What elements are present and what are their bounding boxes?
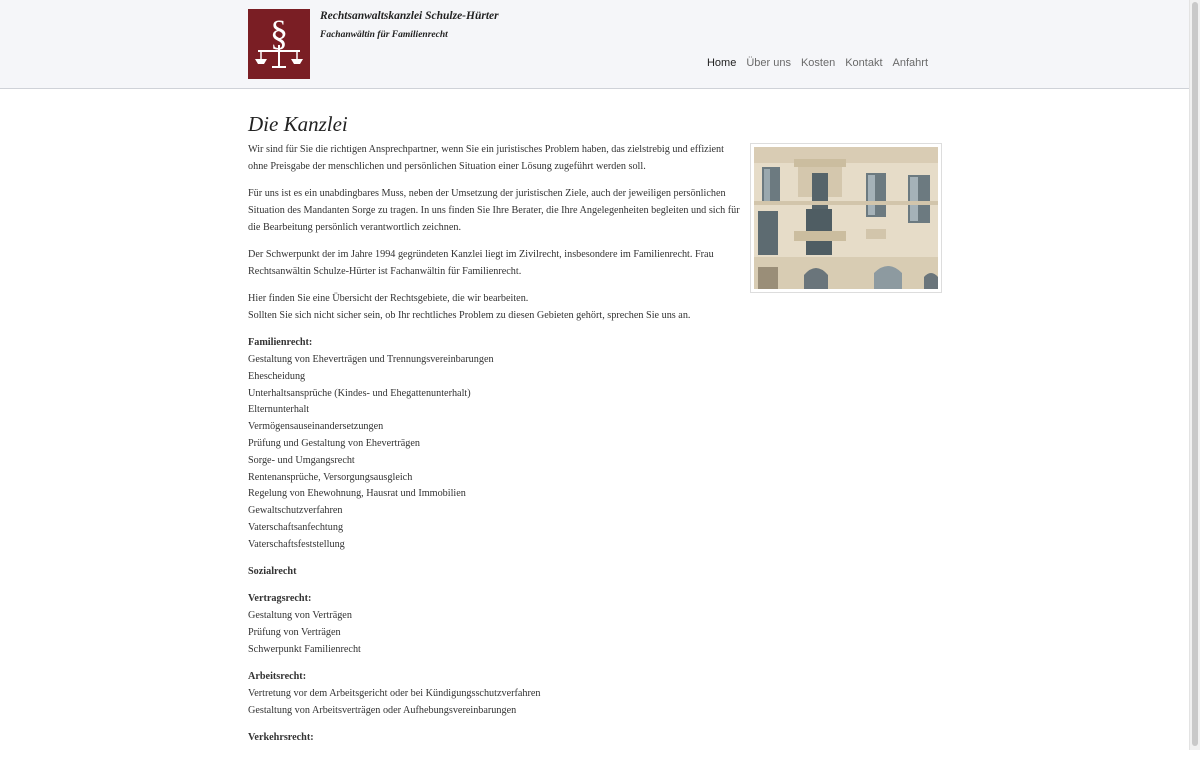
svg-text:§: § <box>270 13 288 53</box>
section-title: Verkehrsrecht: <box>248 731 314 743</box>
main-nav <box>707 57 928 73</box>
scrollbar-thumb[interactable] <box>1192 2 1198 746</box>
list-item: Vaterschaftsfeststellung <box>248 538 345 550</box>
list-item: Elternunterhalt <box>248 404 310 416</box>
overview-line: Hier finden Sie eine Übersicht der Rechtsgebiete, die wir bearbeiten. <box>248 293 529 305</box>
overview-line: Sollten Sie sich nicht sicher sein, ob Ihr rechtliches Problem zu diesen Gebieten gehört, sprechen Sie uns an. <box>248 309 691 321</box>
list-item: Gestaltung von Arbeitsverträgen oder Aufhebungsvereinbarungen <box>248 704 517 716</box>
list-item: Prüfung und Gestaltung von Eheverträgen <box>248 437 421 449</box>
logo[interactable] <box>248 9 310 79</box>
firm-subtitle: Fachanwältin für Familienrecht <box>320 30 448 40</box>
main-content <box>248 110 942 757</box>
section-sozialrecht <box>248 564 942 581</box>
section-familienrecht <box>248 335 942 553</box>
scrollbar[interactable] <box>1189 0 1200 750</box>
section-vertragsrecht <box>248 591 942 658</box>
nav-kontakt[interactable]: Kontakt <box>845 57 883 69</box>
list-item: Vertretung vor dem Arbeitsgericht oder bei Kündigungsschutzverfahren <box>248 687 541 699</box>
section-arbeitsrecht <box>248 669 942 719</box>
intro-paragraph: Für uns ist es ein unabdingbares Muss, neben der Umsetzung der juristischen Ziele, auch der jeweiligen persönlichen Situation des Mandanten Sorge zu tragen. In uns finden Sie Ihre Berater, die Ihre Angelegenheiten begleiten und sich für die Bearbeitung persönlich verantwortlich zeichnen. <box>248 188 740 233</box>
list-item: Gestaltung von Eheverträgen und Trennungsvereinbarungen <box>248 353 494 365</box>
site-header <box>0 0 1190 89</box>
building-photo <box>750 143 942 293</box>
section-title: Arbeitsrecht: <box>248 671 307 683</box>
list-item: Prüfung von Verträgen <box>248 626 341 638</box>
list-item: Schwerpunkt Familienrecht <box>248 643 361 655</box>
list-item: Vaterschaftsanfechtung <box>248 521 344 533</box>
building-facade-image <box>754 147 938 289</box>
page-title: Die Kanzlei <box>248 112 348 136</box>
list-item: Gestaltung von Verträgen <box>248 610 352 622</box>
intro-paragraph: Wir sind für Sie die richtigen Ansprechpartner, wenn Sie ein juristisches Problem haben, das zielstrebig und effizient ohne Preisgabe der menschlichen und persönlichen Situation einer Lösung zugeführt werden soll. <box>248 144 724 172</box>
section-title: Familienrecht: <box>248 337 313 349</box>
list-item: Ehescheidung <box>248 370 306 382</box>
list-item: Rentenansprüche, Versorgungsausgleich <box>248 471 413 483</box>
nav-anfahrt[interactable]: Anfahrt <box>892 57 928 69</box>
overview-paragraph <box>248 291 740 325</box>
list-item: Vermögensauseinandersetzungen <box>248 421 384 433</box>
firm-name: Rechtsanwaltskanzlei Schulze-Hürter <box>320 10 499 22</box>
paragraph-scales-logo-icon <box>248 9 310 79</box>
section-verkehrsrecht <box>248 730 942 747</box>
nav-ueber-uns[interactable]: Über uns <box>746 57 791 69</box>
nav-kosten[interactable]: Kosten <box>800 57 836 69</box>
list-item: Unterhaltsansprüche (Kindes- und Ehegattenunterhalt) <box>248 387 471 399</box>
intro-paragraph: Der Schwerpunkt der im Jahre 1994 gegründeten Kanzlei liegt im Zivilrecht, insbesondere im Familienrecht. Frau Rechtsanwältin Schulze-Hürter ist Fachanwältin für Familienrecht. <box>248 248 714 277</box>
nav-home[interactable]: Home <box>706 57 737 69</box>
section-title: Sozialrecht <box>248 566 297 578</box>
list-item: Sorge- und Umgangsrecht <box>248 454 355 466</box>
section-title: Vertragsrecht: <box>248 593 312 605</box>
list-item: Regelung von Ehewohnung, Hausrat und Immobilien <box>248 488 466 500</box>
list-item: Gewaltschutzverfahren <box>248 505 343 517</box>
